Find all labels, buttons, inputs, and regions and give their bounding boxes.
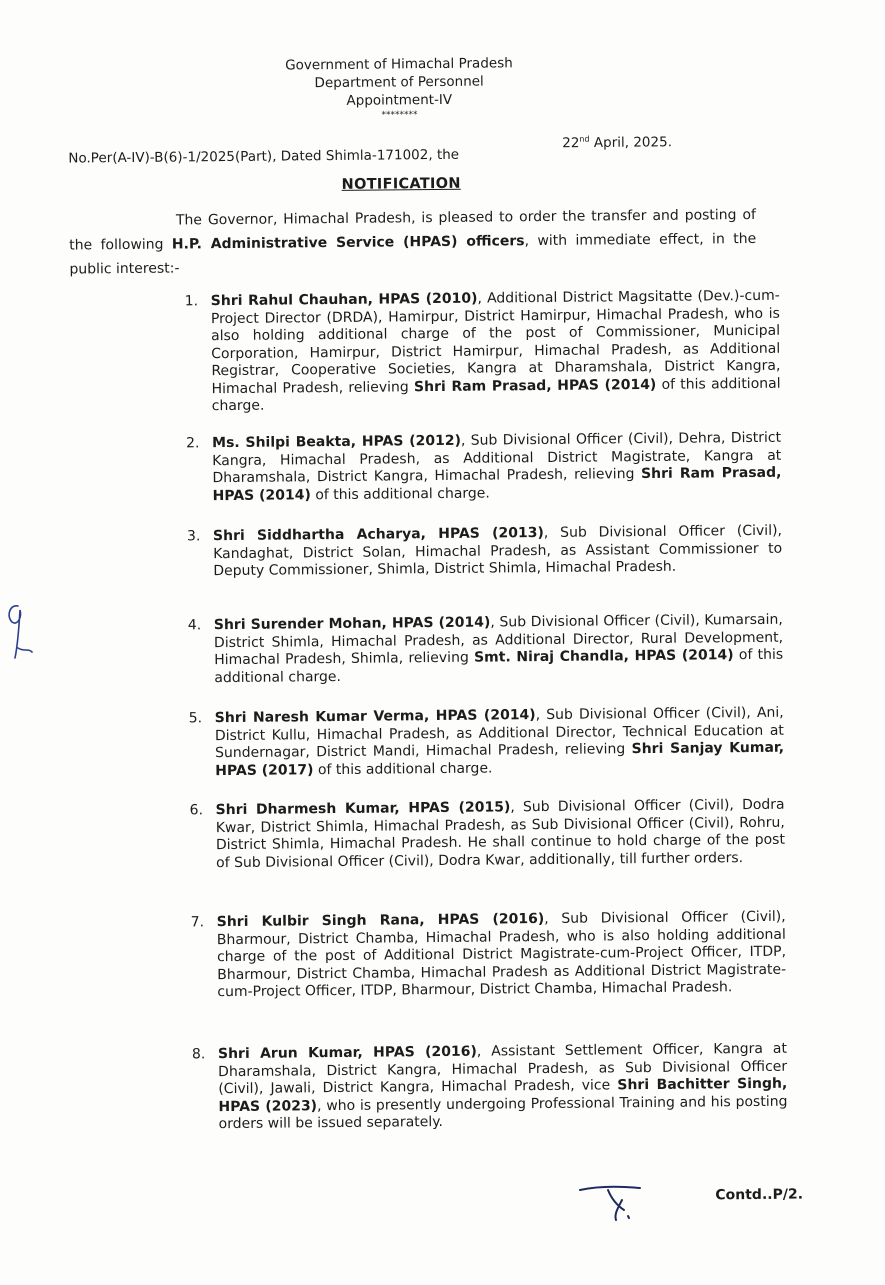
reference-number: No.Per(A-IV)-B(6)-1/2025(Part), Dated Shimla-171002, the [68, 147, 459, 167]
header-government: Government of Himachal Pradesh [0, 52, 842, 76]
officer-name: Shri Dharmesh Kumar, HPAS (2015) [216, 799, 511, 818]
notification-title: NOTIFICATION [342, 176, 461, 193]
item-text [214, 612, 784, 687]
handwritten-initial-margin [0, 596, 40, 666]
item-number: 6. [190, 802, 212, 820]
posting-tail: of this additional charge. [311, 485, 490, 503]
posting-tail: of this additional charge. [313, 760, 492, 778]
item-number: 1. [185, 293, 207, 311]
posting-details: , Additional District Magsitatte (Dev.)-cum-Project Director (DRDA), Hamirpur, District Hamirpur, Himachal Pradesh, who is also holding additional charge of the post of Commissioner, Municipal Corporation, Hamirpur, District Hamirpur, Himachal Pradesh, as Additional Registrar, Cooperative Societies, Kangra at Dharamshala, District Kangra, Himachal Pradesh, relieving [211, 288, 781, 397]
item-number: 8. [192, 1046, 214, 1064]
posting-details: , Sub Divisional Officer (Civil), Kandaghat, District Solan, Himachal Pradesh, as Assistant Commissioner to Deputy Commissioner, Shimla, District Shimla, Himachal Pradesh. [213, 523, 782, 579]
item-text [212, 430, 782, 505]
officer-name: Shri Rahul Chauhan, HPAS (2010) [211, 291, 478, 310]
intro-part1: The Governor, Himachal Pradesh, is pleased to order the transfer and posting of the following [69, 207, 756, 254]
item-text [215, 705, 785, 780]
list-item [188, 612, 784, 688]
date-rest: April, 2025. [590, 134, 673, 151]
relieved-officer: Shri Ram Prasad, HPAS (2014) [414, 376, 656, 394]
relieved-officer: Shri Ram Prasad, HPAS (2014) [213, 465, 782, 504]
officer-name: Shri Naresh Kumar Verma, HPAS (2014) [215, 707, 536, 726]
intro-part2: , with immediate effect, in the public interest:- [69, 231, 756, 278]
handwritten-initial-footer [578, 1180, 648, 1225]
list-item [190, 797, 786, 873]
posting-tail: of this additional charge. [212, 375, 781, 414]
item-number: 4. [188, 617, 210, 635]
intro-paragraph [69, 203, 757, 282]
list-item [185, 288, 781, 416]
officer-name: Shri Arun Kumar, HPAS (2016) [218, 1044, 477, 1062]
date-suffix: nd [579, 135, 589, 144]
list-item [192, 1041, 788, 1134]
relieved-officer: Shri Sanjay Kumar, HPAS (2017) [215, 740, 784, 779]
officer-name: Shri Siddhartha Acharya, HPAS (2013) [213, 525, 544, 544]
posting-details: , Sub Divisional Officer (Civil), Ani, District Kullu, Himachal Pradesh, as Additional Director, Technical Education at Sundernagar, District Mandi, Himachal Pradesh, relieving [215, 705, 784, 761]
posting-details: , Sub Divisional Officer (Civil), Dehra, District Kangra, Himachal Pradesh, as Additional District Magistrate, Kangra at Dharamshala, District Kangra, Himachal Pradesh, relieving [212, 430, 781, 486]
item-text [216, 797, 786, 872]
item-number: 5. [189, 710, 211, 728]
item-text [213, 523, 782, 581]
posting-tail: of this additional charge. [214, 647, 783, 686]
posting-details: , Assistant Settlement Officer, Kangra at Dharamshala, District Kangra, Himachal Pradesh, as Sub Divisional Officer (Civil), Jawali, District Kangra, Himachal Pradesh, vice [218, 1041, 787, 1097]
item-number: 3. [187, 528, 209, 546]
list-item [187, 523, 782, 581]
posting-tail: , who is presently undergoing Professional Training and his posting orders will be issued separately. [219, 1093, 788, 1132]
relieved-officer: Shri Bachitter Singh, HPAS (2023) [218, 1076, 787, 1115]
officer-name: Ms. Shilpi Beakta, HPAS (2012) [212, 433, 461, 451]
item-text [218, 1041, 788, 1134]
item-number: 7. [191, 914, 213, 932]
item-text [217, 909, 787, 1002]
header-stars: ******** [0, 106, 842, 124]
list-item [189, 705, 785, 781]
posting-details: , Sub Divisional Officer (Civil), Dodra Kwar, District Shimla, Himachal Pradesh, as Sub Divisional Officer (Civil), Rohru, District Shimla, Himachal Pradesh. He shall continue to hold charge of the post of Sub Divisional Officer (Civil), Dodra Kwar, additionally, till further orders. [216, 797, 785, 871]
officer-name: Shri Kulbir Singh Rana, HPAS (2016) [217, 911, 545, 930]
header-section: Appointment-IV [0, 88, 842, 112]
intro-bold: H.P. Administrative Service (HPAS) officers [172, 233, 525, 252]
item-text [211, 288, 781, 416]
posting-details: , Sub Divisional Officer (Civil), Kumarsain, District Shimla, Himachal Pradesh, as Additional Director, Rural Development, Himachal Pradesh, Shimla, relieving [214, 612, 783, 668]
posting-details: , Sub Divisional Officer (Civil), Bharmour, District Chamba, Himachal Pradesh, who is also holding additional charge of the post of Additional District Magistrate-cum-Project Officer, ITDP, Bharmour, District Chamba, Himachal Pradesh as Additional District Magistrate-cum-Project Officer, ITDP, Bharmour, District Chamba, Himachal Pradesh. [217, 909, 786, 1000]
item-number: 2. [186, 435, 208, 453]
continued-marker: Contd..P/2. [715, 1187, 803, 1204]
officer-name: Shri Surender Mohan, HPAS (2014) [214, 615, 491, 634]
header-department: Department of Personnel [0, 70, 842, 94]
reference-date [562, 134, 672, 152]
list-item [186, 430, 782, 506]
relieved-officer: Smt. Niraj Chandla, HPAS (2014) [474, 647, 734, 665]
date-day: 22 [562, 135, 579, 151]
list-item [191, 909, 787, 1002]
